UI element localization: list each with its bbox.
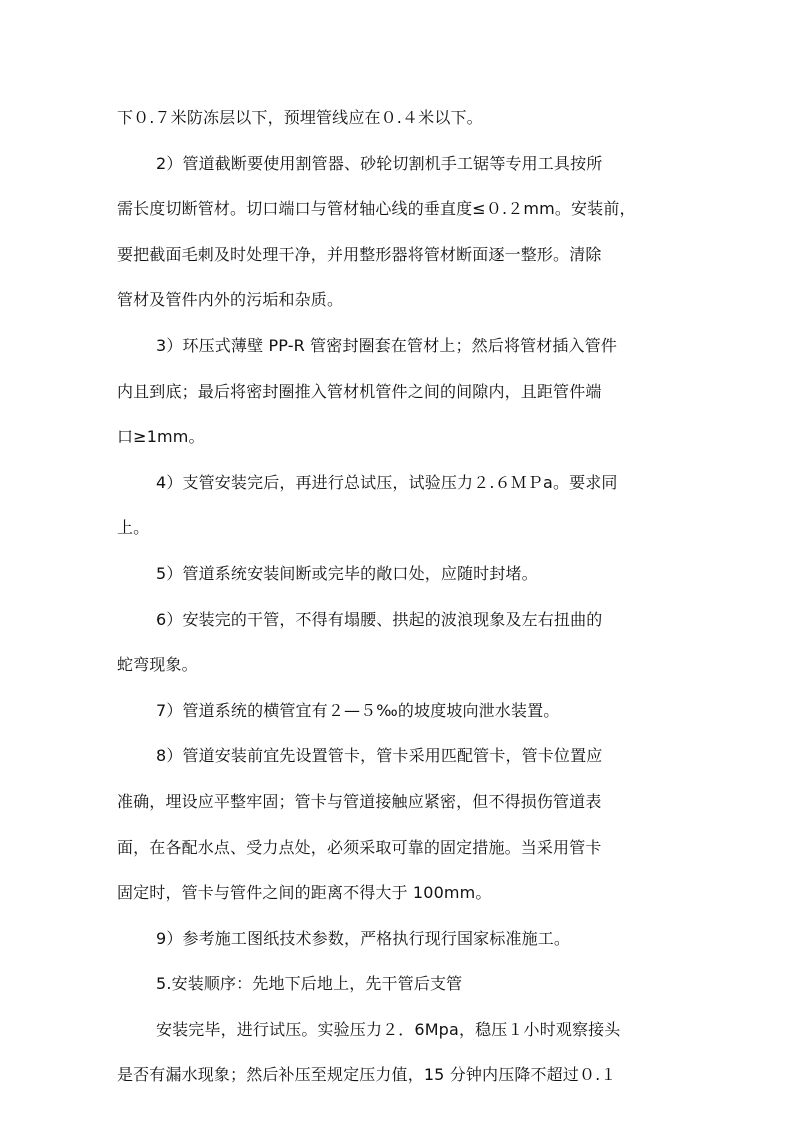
paragraph-line: 面，在各配水点、受力点处，必须采取可靠的固定措施。当采用管卡 <box>117 837 602 857</box>
paragraph-line: 6）安装完的干管，不得有塌腰、拱起的波浪现象及左右扭曲的 <box>156 609 603 629</box>
paragraph-line: 口≥1mm。 <box>117 427 205 447</box>
paragraph-line: 3）环压式薄壁 PP-R 管密封圈套在管材上；然后将管材插入管件 <box>156 335 617 355</box>
paragraph-line: 5）管道系统安装间断或完毕的敞口处，应随时封堵。 <box>156 563 538 583</box>
paragraph-line: 是否有漏水现象；然后补压至规定压力值，15 分钟内压降不超过０.１ <box>117 1065 617 1085</box>
paragraph-line: 2）管道截断要使用割管器、砂轮切割机手工锯等专用工具按所 <box>156 153 603 173</box>
paragraph-line: 固定时，管卡与管件之间的距离不得大于 100mm。 <box>117 883 492 903</box>
paragraph-line: 需长度切断管材。切口端口与管材轴心线的垂直度≤０.２mm。安装前， <box>117 199 636 219</box>
paragraph-line: 9）参考施工图纸技术参数，严格执行现行国家标准施工。 <box>156 928 571 948</box>
paragraph-line: 准确，埋设应平整牢固；管卡与管道接触应紧密，但不得损伤管道表 <box>117 791 602 811</box>
paragraph-line: 8）管道安装前宜先设置管卡，管卡采用匹配管卡，管卡位置应 <box>156 746 603 766</box>
paragraph-line: 管材及管件内外的污垢和杂质。 <box>117 290 344 310</box>
paragraph-line: 4）支管安装完后，再进行总试压，试验压力２.６ＭＰa。要求同 <box>156 472 618 492</box>
section-heading: 5.安装顺序：先地下后地上，先干管后支管 <box>156 974 463 994</box>
document-body <box>117 103 677 1106</box>
paragraph-line: 安装完毕，进行试压。实验压力２．6Mpa，稳压１小时观察接头 <box>156 1019 621 1039</box>
paragraph-line: 7）管道系统的横管宜有２—５‰的坡度坡向泄水装置。 <box>156 700 560 720</box>
paragraph-line: 蛇弯现象。 <box>117 655 198 675</box>
paragraph-line: 上。 <box>117 518 150 538</box>
paragraph-line: 下０.７米防冻层以下，预埋管线应在０.４米以下。 <box>117 108 483 127</box>
paragraph-line: 要把截面毛刺及时处理干净，并用整形器将管材断面逐一整形。清除 <box>117 244 602 264</box>
paragraph-line: 内且到底；最后将密封圈推入管材机管件之间的间隙内，且距管件端 <box>117 381 602 401</box>
